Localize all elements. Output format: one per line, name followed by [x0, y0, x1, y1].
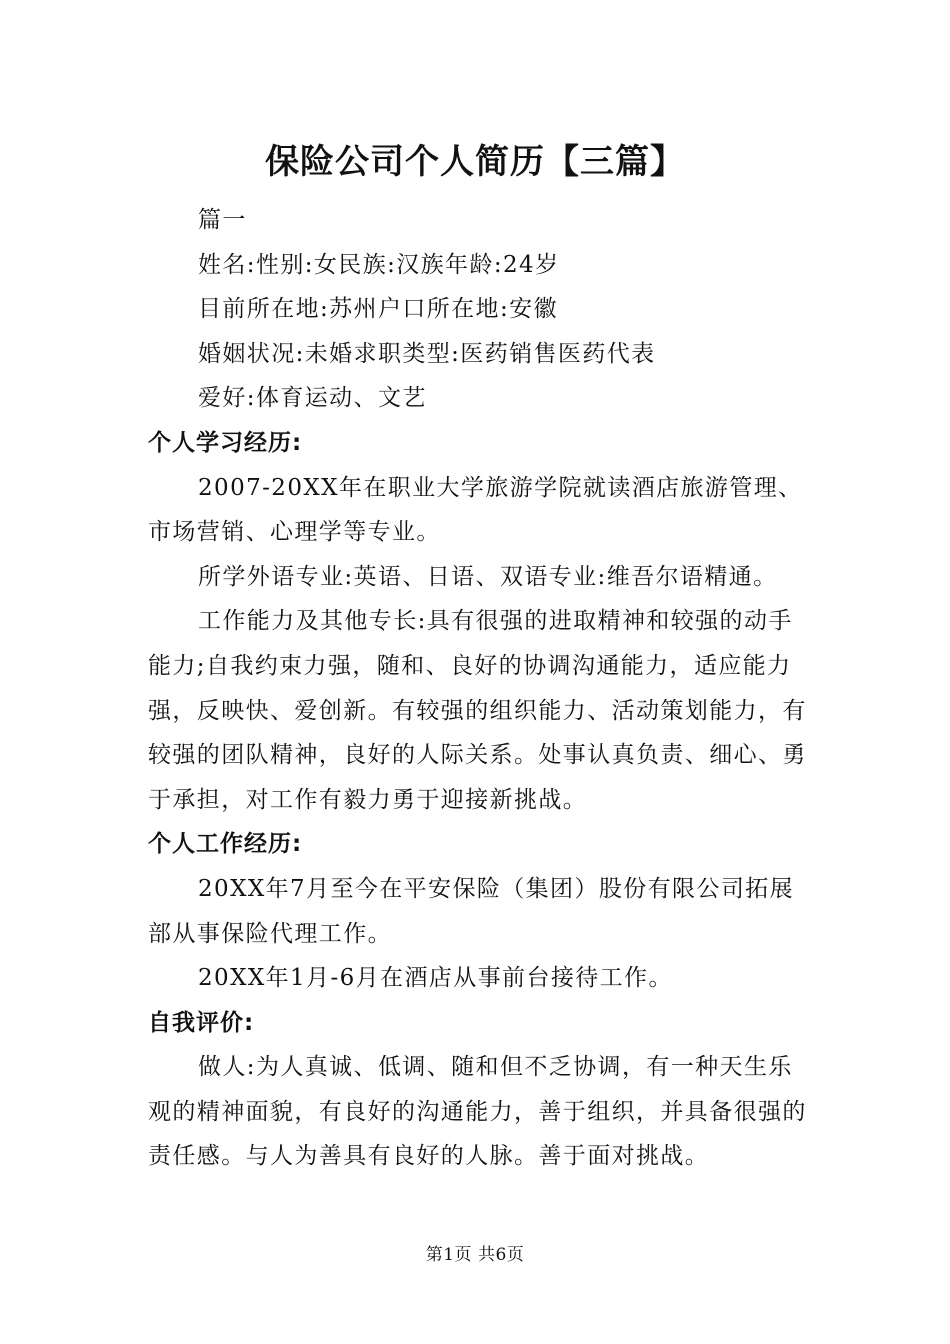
document-body — [148, 198, 808, 1179]
languages-paragraph: 所学外语专业:英语、日语、双语专业:维吾尔语精通。 — [198, 563, 778, 590]
info-line-basic: 姓名:性别:女民族:汉族年龄:24岁 — [198, 251, 560, 278]
info-line-location: 目前所在地:苏州户口所在地:安徽 — [198, 296, 558, 323]
evaluation-paragraph: 做人:为人真诚、低调、随和但不乏协调，有一种天生乐观的精神面貌，有良好的沟通能力，善于组织，并具备很强的责任感。与人为善具有良好的人脉。善于面对挑战。 — [148, 1054, 807, 1170]
work-paragraph-current: 20XX年7月至今在平安保险（集团）股份有限公司拓展部从事保险代理工作。 — [148, 875, 795, 947]
work-paragraph-hotel: 20XX年1月-6月在酒店从事前台接待工作。 — [198, 965, 673, 992]
part-label: 篇一 — [198, 207, 247, 233]
info-line-marital: 婚姻状况:未婚求职类型:医药销售医药代表 — [198, 340, 656, 367]
info-line-hobbies: 爱好:体育运动、文艺 — [198, 385, 427, 412]
work-heading: 个人工作经历: — [148, 831, 303, 858]
document-title: 保险公司个人简历【三篇】 — [265, 142, 685, 182]
page-number-footer: 第1页 共6页 — [425, 1245, 525, 1265]
education-paragraph: 2007-20XX年在职业大学旅游学院就读酒店旅游管理、市场营销、心理学等专业。 — [148, 474, 803, 546]
education-heading: 个人学习经历: — [148, 429, 303, 456]
evaluation-heading: 自我评价: — [148, 1009, 255, 1036]
skills-paragraph: 工作能力及其他专长:具有很强的进取精神和较强的动手能力;自我约束力强，随和、良好的协调沟通能力，适应能力强，反映快、爱创新。有较强的组织能力、活动策划能力，有较强的团队精神，良好的人际关系。处事认真负责、细心、勇于承担，对工作有毅力勇于迎接新挑战。 — [148, 608, 807, 813]
